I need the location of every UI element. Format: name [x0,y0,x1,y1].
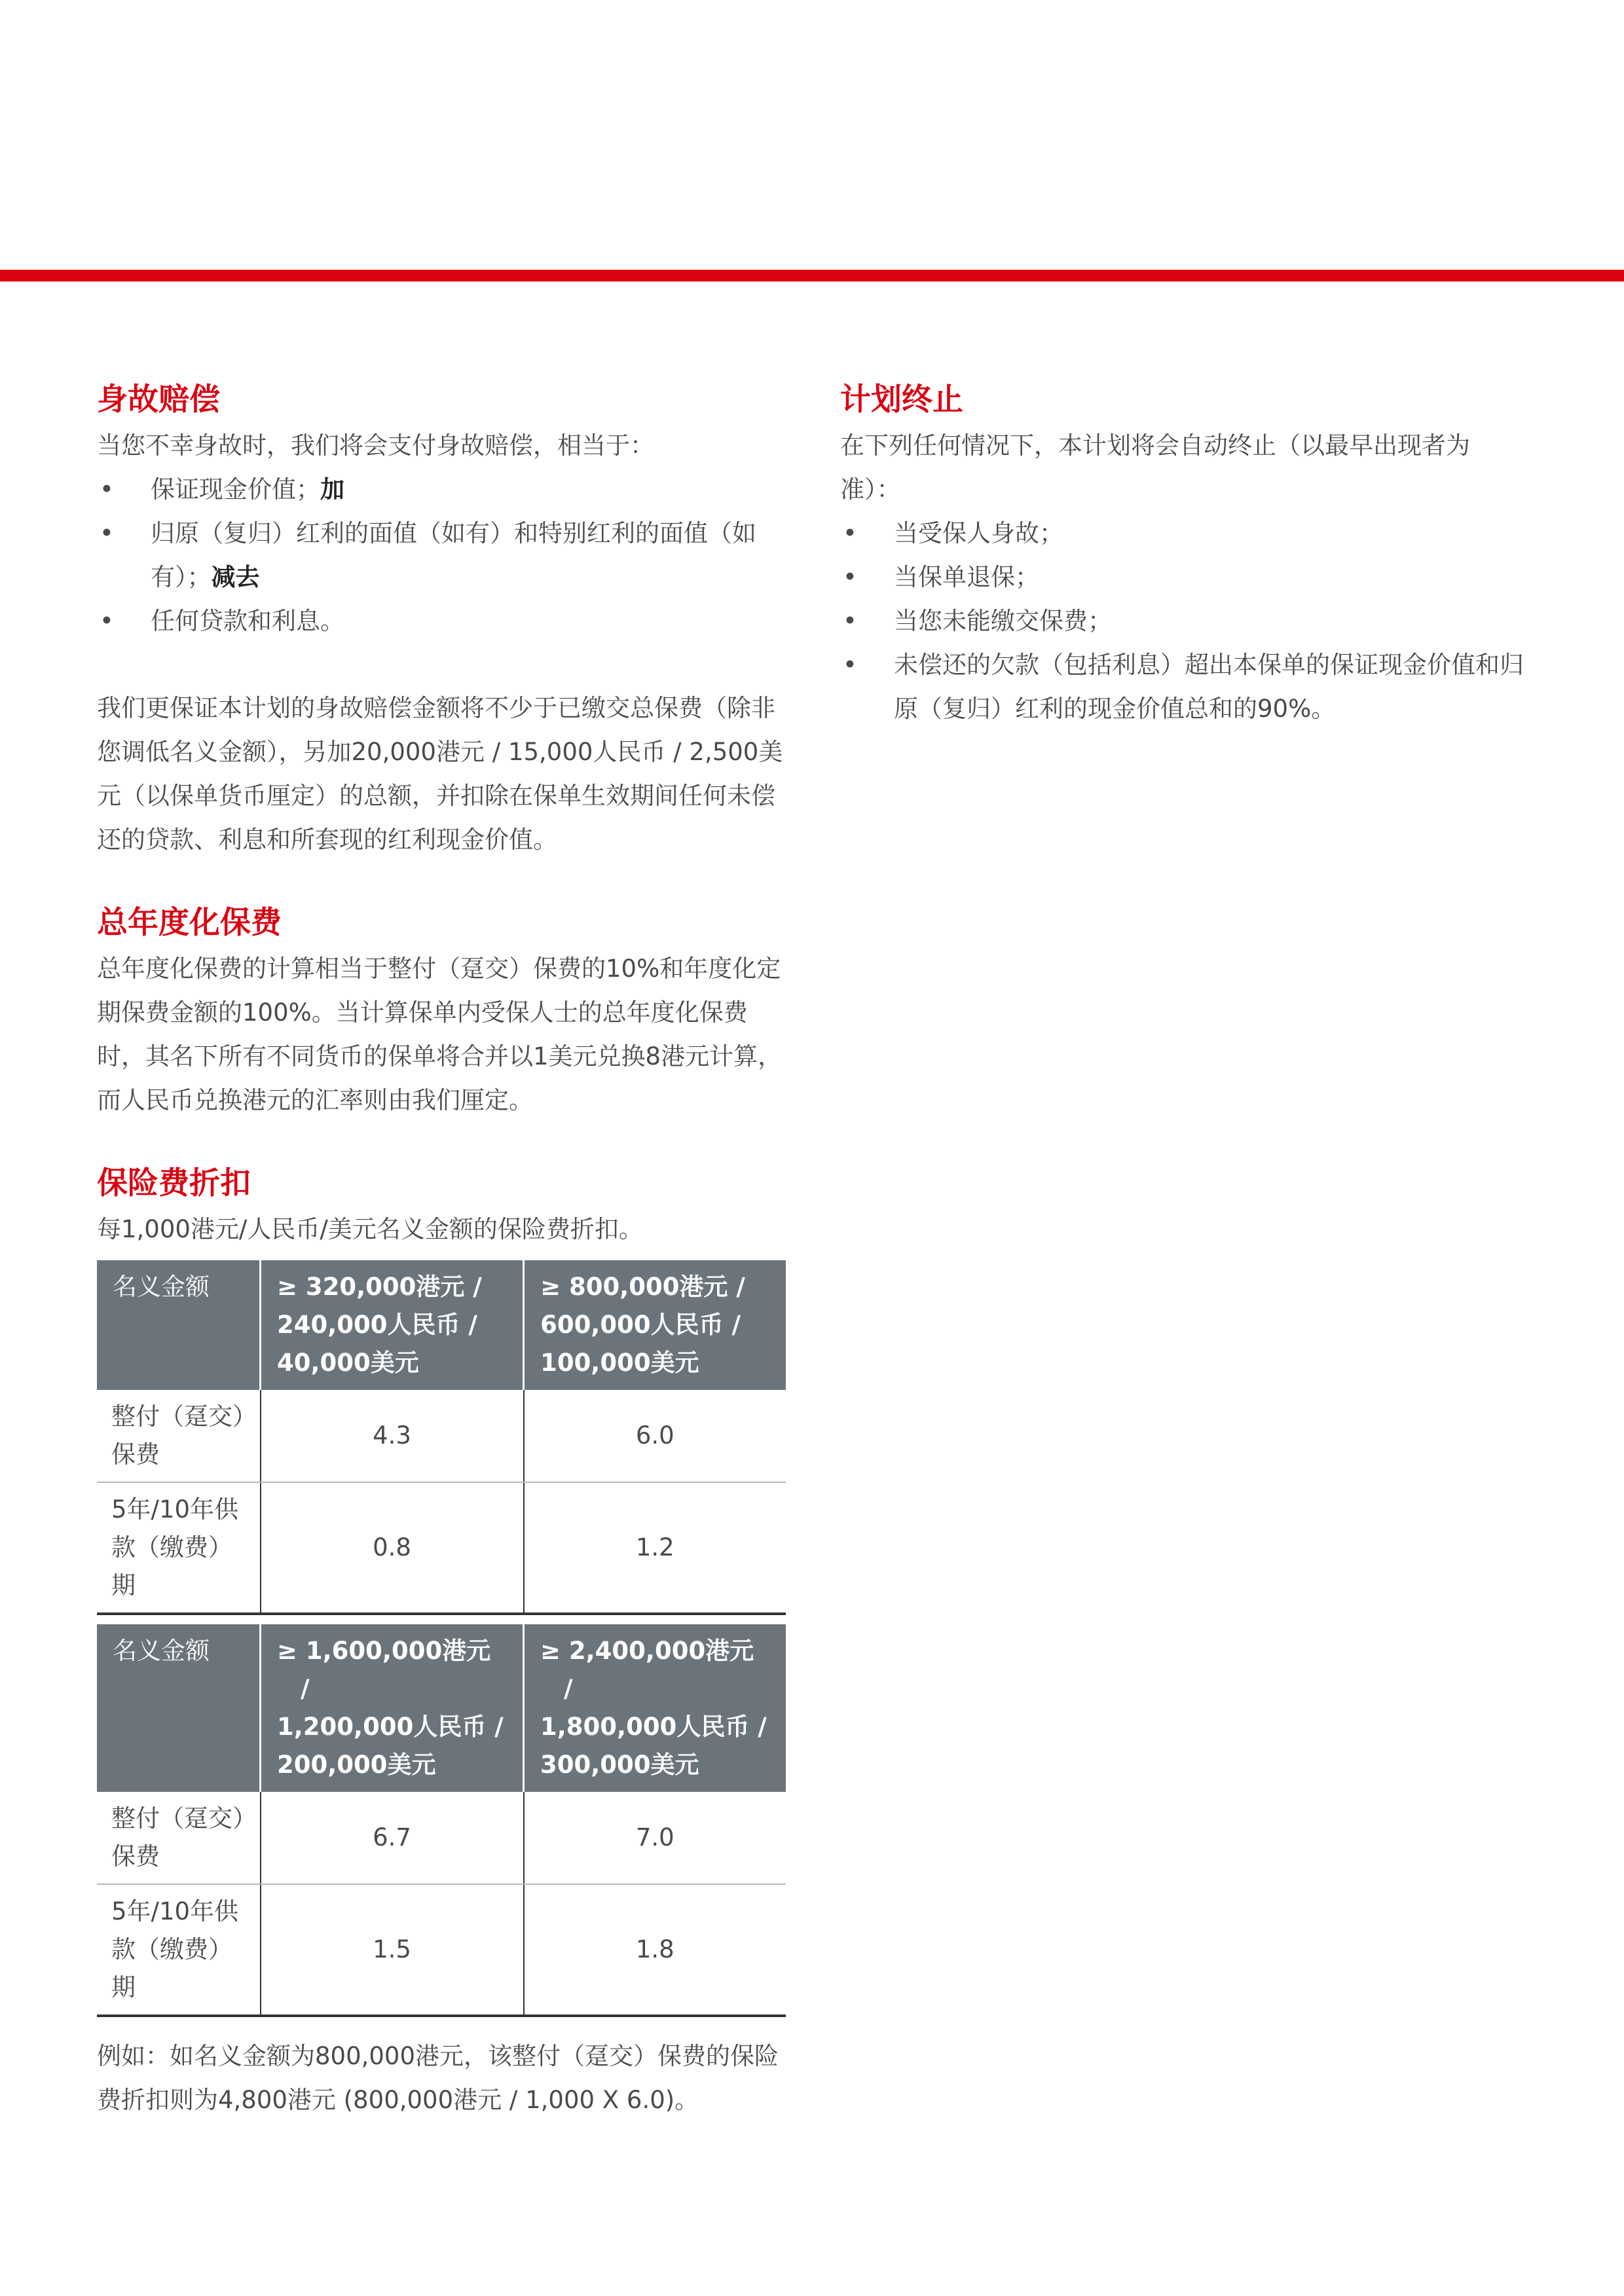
bullet-icon: • [100,475,114,503]
death-benefit-section [97,376,784,862]
bullet-icon: • [843,519,857,547]
table-cell: 6.0 [524,1390,786,1482]
table-cell: 1.5 [261,1884,524,2016]
death-benefit-paragraph: 我们更保证本计划的身故赔偿金额将不少于已缴交总保费（除非您调低名义金额），另加20,000港元 / 15,000人民币 / 2,500美元（以保单货币厘定）的总额，并扣除在保单生效期间任何未偿还的贷款、利息和所套现的红利现金价值。 [97,694,783,854]
premium-discount-table-2 [97,1624,786,2017]
premium-discount-section [97,1160,784,2122]
premium-discount-title: 保险费折扣 [97,1165,251,1201]
table-cell: 7.0 [524,1792,786,1884]
list-item: • 保证现金价值；加 [97,467,784,511]
list-item: • 归原（复归）红利的面值（如有）和特别红利的面值（如有）；减去 [97,511,784,599]
table-cell: 6.7 [261,1792,524,1884]
row-label: 整付（趸交）保费 [97,1792,261,1884]
table-cell: 4.3 [261,1390,524,1482]
premium-discount-example: 例如：如名义金额为800,000港元，该整付（趸交）保费的保险费折扣则为4,800港元 (800,000港元 / 1,000 X 6.0)。 [97,2042,779,2114]
table-header-label: 名义金额 [97,1624,261,1792]
connector-word: 减去 [211,563,260,591]
connector-word: 加 [320,475,344,503]
header-red-bar [0,270,1624,282]
list-item: • 当受保人身故； [840,511,1528,555]
plan-termination-title: 计划终止 [840,382,963,418]
total-annualized-premium-title: 总年度化保费 [97,905,282,941]
table-header-cell: ≥ 1,600,000港元 / 1,200,000人民币 / 200,000美元 [261,1624,524,1792]
list-item: • 当保单退保； [840,555,1528,599]
row-label: 5年/10年供款（缴费）期 [97,1482,261,1614]
plan-termination-intro: 在下列任何情况下，本计划将会自动终止（以最早出现者为准）： [840,431,1470,503]
bullet-icon: • [843,607,857,635]
death-benefit-intro: 当您不幸身故时，我们将会支付身故赔偿，相当于： [97,431,654,460]
table-row [97,1792,786,1884]
table-cell: 1.8 [524,1884,786,2016]
bullet-icon: • [843,651,857,679]
death-benefit-list [97,467,784,643]
list-item: • 当您未能缴交保费； [840,599,1528,643]
row-label: 5年/10年供款（缴费）期 [97,1884,261,2016]
premium-discount-intro: 每1,000港元/人民币/美元名义金额的保险费折扣。 [97,1215,643,1243]
table-row [97,1482,786,1614]
table-header-row [97,1624,786,1792]
table-cell: 0.8 [261,1482,524,1614]
bullet-icon: • [100,519,114,547]
table-cell: 1.2 [524,1482,786,1614]
total-annualized-premium-section [97,900,784,1122]
plan-termination-section [840,376,1528,731]
table-header-label: 名义金额 [97,1260,261,1390]
table-header-cell: ≥ 800,000港元 / 600,000人民币 / 100,000美元 [524,1260,786,1390]
bullet-icon: • [843,563,857,591]
list-item: • 未偿还的欠款（包括利息）超出本保单的保证现金价值和归原（复归）红利的现金价值总和的90%。 [840,643,1528,731]
table-header-cell: ≥ 2,400,000港元 / 1,800,000人民币 / 300,000美元 [524,1624,786,1792]
row-label: 整付（趸交）保费 [97,1390,261,1482]
table-header-row [97,1260,786,1390]
bullet-icon: • [100,607,114,635]
left-column [97,376,784,2122]
list-item: • 任何贷款和利息。 [97,599,784,643]
table-row [97,1884,786,2016]
right-column [840,376,1528,731]
table-header-cell: ≥ 320,000港元 / 240,000人民币 / 40,000美元 [261,1260,524,1390]
plan-termination-list [840,511,1528,731]
total-annualized-premium-paragraph: 总年度化保费的计算相当于整付（趸交）保费的10%和年度化定期保费金额的100%。当计算保单内受保人士的总年度化保费时，其名下所有不同货币的保单将合并以1美元兑换8港元计算，而人民币兑换港元的汇率则由我们厘定。 [97,955,783,1114]
premium-discount-table-1 [97,1260,786,1615]
table-row [97,1390,786,1482]
death-benefit-title: 身故赔偿 [97,382,220,418]
